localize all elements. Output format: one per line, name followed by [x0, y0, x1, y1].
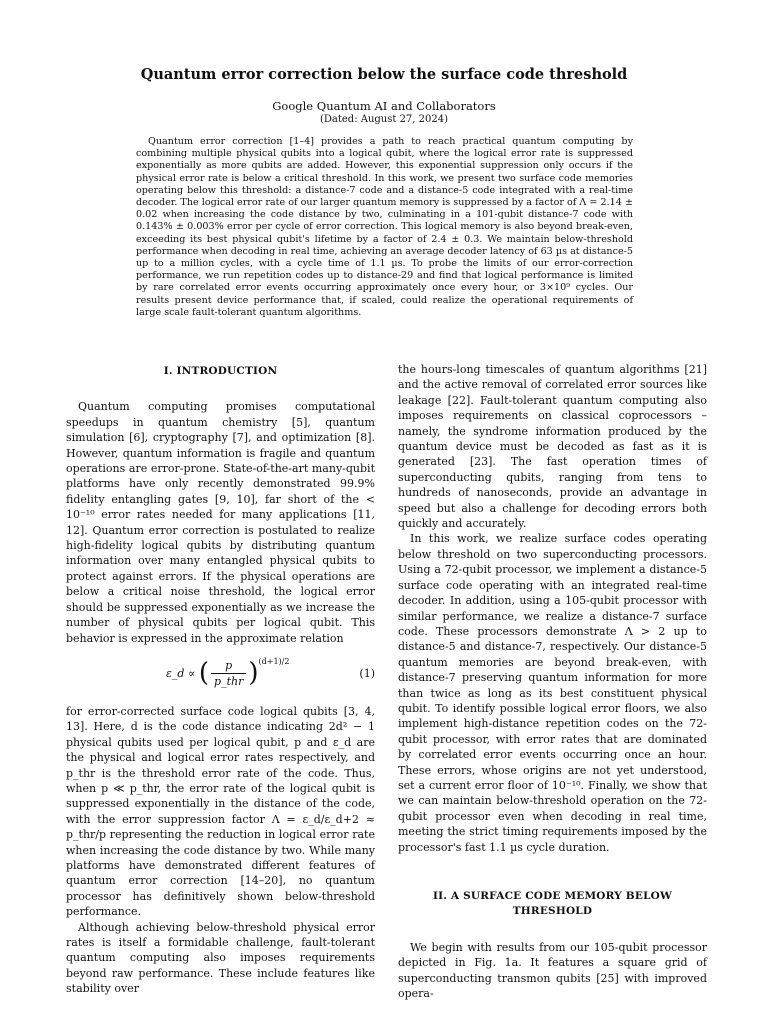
- equation-number: (1): [359, 666, 375, 680]
- left-column: [66, 362, 375, 997]
- paper-date: (Dated: August 27, 2024): [319, 114, 449, 125]
- equation-numerator: p: [211, 658, 246, 674]
- paper-title: Quantum error correction below the surface code threshold: [140, 66, 628, 83]
- section-heading-introduction: I. INTRODUCTION: [163, 365, 278, 377]
- intro-paragraph-4: the hours-long timescales of quantum algorithms [21] and the active removal of correlated error sources like leakage [22]. Fault-tolerant quantum computing also imposes requirements on classical coprocessors – namely, the syndrome information produced by the quantum device must be decoded as fast as it is generated [23]. The fast operation times of superconducting qubits, ranging from tens to hundreds of nanoseconds, provide an advantage in speed but also a challenge for decoding errors both quickly and accurately.: [398, 363, 707, 531]
- equation-1: [66, 654, 375, 698]
- intro-paragraph-1: Quantum computing promises computational speedups in quantum chemistry [5], quantum simulation [6], cryptography [7], and optimization [8]. However, quantum information is fragile and quantum operations are error-prone. State-of-the-art many-qubit platforms have only recently demonstrated 99.9% fidelity entangling gates [9, 10], far short of the < 10⁻¹⁰ error rates needed for many applications [11, 12]. Quantum error correction is postulated to realize high-fidelity logical qubits by distributing quantum information over many entangled physical qubits to protect against errors. If the physical operations are below a critical noise threshold, the logical error should be suppressed exponentially as we increase the number of physical qubits per logical qubit. This behavior is expressed in the approximate relation: [66, 400, 375, 645]
- equation-exponent: (d+1)/2: [258, 656, 290, 666]
- right-column: [398, 362, 707, 1001]
- surface-code-paragraph-1: We begin with results from our 105-qubit processor depicted in Fig. 1a. It features a square grid of superconducting transmon qubits [25] with improved opera-: [398, 940, 707, 1001]
- intro-paragraph-2: for error-corrected surface code logical qubits [3, 4, 13]. Here, d is the code distance indicating 2d² − 1 physical qubits used per logical qubit, p and ε_d are the physical and logical error rates respectively, and p_thr is the threshold error rate of the code. Thus, when p ≪ p_thr, the error rate of the logical qubit is suppressed exponentially in the distance of the code, with the error suppression factor Λ = ε_d/ε_d+2 ≈ p_thr/p representing the reduction in logical error rate when increasing the code distance by two. While many platforms have demonstrated different features of quantum error correction [14–20], no quantum processor has definitively shown below-threshold performance.: [66, 704, 375, 919]
- equation-fraction: [211, 658, 246, 690]
- right-paren-glyph: ): [248, 658, 259, 689]
- intro-paragraph-3: Although achieving below-threshold physical error rates is itself a formidable challenge, fault-tolerant quantum computing also imposes requirements beyond raw performance. These include features like stability over: [66, 920, 375, 996]
- equation-denominator: p_thr: [214, 675, 244, 689]
- paper-authors: Google Quantum AI and Collaborators: [272, 99, 496, 113]
- intro-paragraph-5: In this work, we realize surface codes operating below threshold on two superconducting processors. Using a 72-qubit processor, we implement a distance-5 surface code operating with an integrated real-time decoder. In addition, using a 105-qubit processor with similar performance, we realize a distance-7 surface code. These processors demonstrate Λ > 2 up to distance-5 and distance-7, respectively. Our distance-5 quantum memories are beyond break-even, with distance-7 preserving quantum information for more than twice as long as its best constituent physical qubit. To identify possible logical error floors, we also implement high-distance repetition codes on the 72-qubit processor, with error rates that are dominated by correlated error events occurring once an hour. These errors, whose origins are not yet understood, set a current error floor of 10⁻¹⁰. Finally, we show that we can maintain below-threshold operation on the 72-qubit processor even when decoding in real time, meeting the strict timing requirements imposed by the processor's fast 1.1 µs cycle duration.: [398, 532, 707, 854]
- left-paren-glyph: (: [198, 658, 210, 689]
- section-heading-surface-code: II. A SURFACE CODE MEMORY BELOW THRESHOLD: [432, 890, 673, 918]
- equation-body: [166, 658, 289, 690]
- abstract: Quantum error correction [1–4] provides a path to reach practical quantum computing by combining multiple physical qubits into a logical qubit, where the logical error rate is suppressed exponentially as more qubits are added. However, this exponential suppression only occurs if the physical error rate is below a critical threshold. In this work, we present two surface code memories operating below this threshold: a distance-7 code and a distance-5 code integrated with a real-time decoder. The logical error rate of our larger quantum memory is suppressed by a factor of Λ = 2.14 ± 0.02 when increasing the code distance by two, culminating in a 101-qubit distance-7 code with 0.143% ± 0.003% error per cycle of error correction. This logical memory is also beyond break-even, exceeding its best physical qubit's lifetime by a factor of 2.4 ± 0.3. We maintain below-threshold performance when decoding in real time, achieving an average decoder latency of 63 µs at distance-5 up to a million cycles, with a cycle time of 1.1 µs. To probe the limits of our error-correction performance, we run repetition codes up to distance-29 and find that logical performance is limited by rare correlated error events occurring approximately once every hour, or 3×10⁹ cycles. Our results present device performance that, if scaled, could realize the operational requirements of large scale fault-tolerant quantum algorithms.: [136, 136, 633, 318]
- equation-lhs: ε_d ∝: [166, 666, 196, 680]
